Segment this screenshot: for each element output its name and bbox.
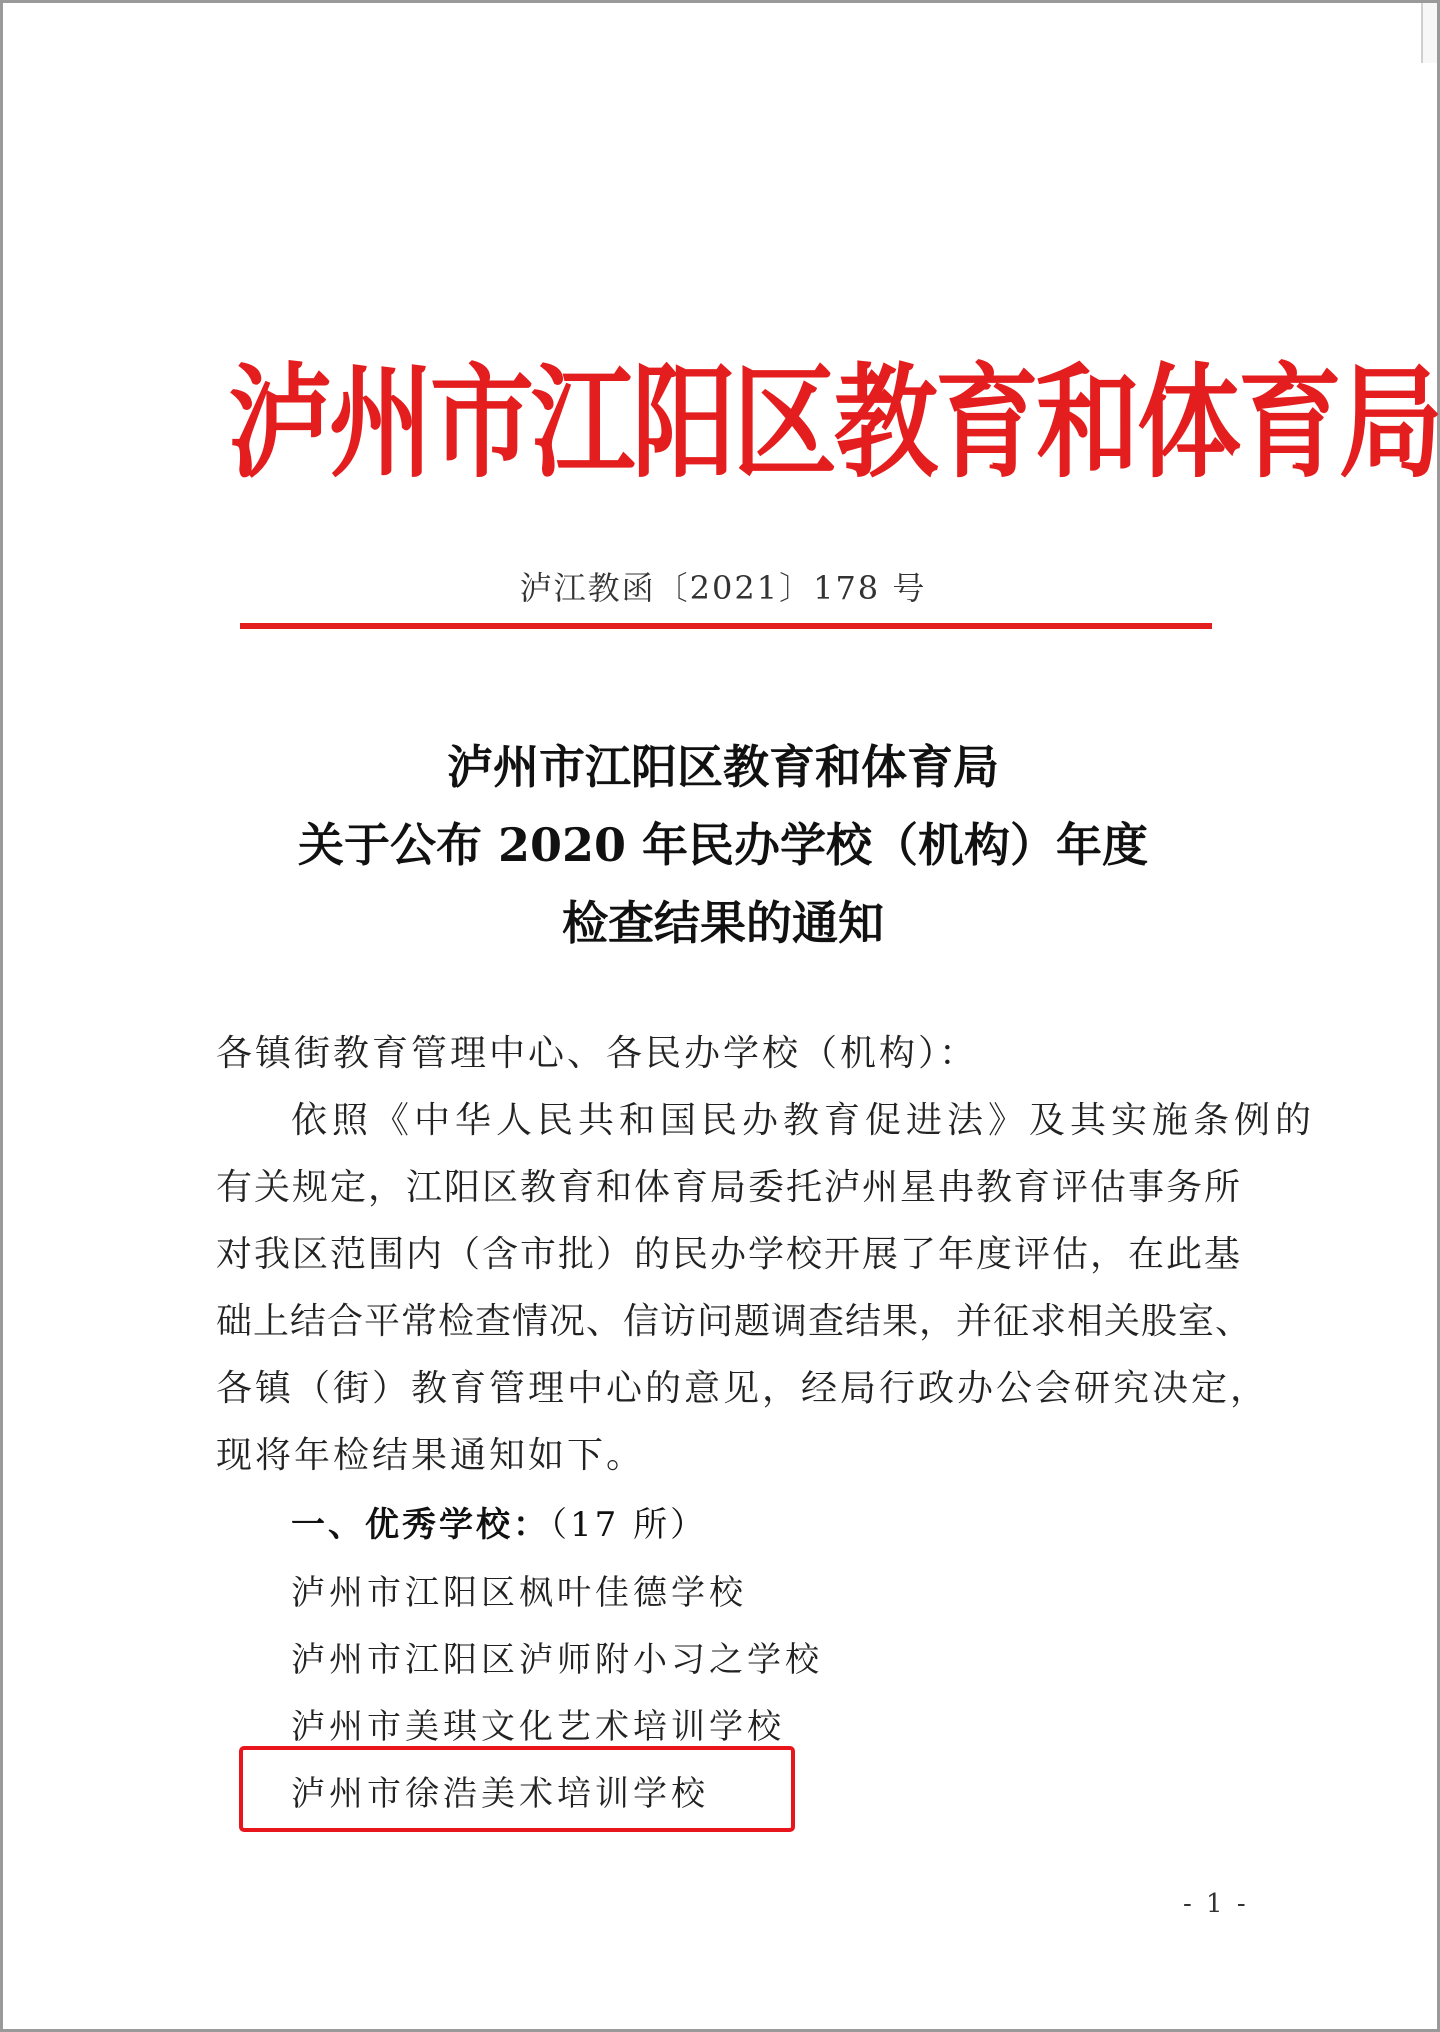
- list-item: 泸州市徐浩美术培训学校: [291, 1774, 709, 1814]
- section-heading-count: （17 所）: [550, 1505, 708, 1545]
- page-edge-decoration: [1421, 3, 1437, 63]
- list-item: 泸州市江阳区枫叶佳德学校: [291, 1573, 747, 1613]
- red-divider-line: [240, 623, 1212, 629]
- page-number: - 1 -: [1183, 1889, 1249, 1919]
- section-heading: [291, 1497, 707, 1546]
- list-item: 泸州市美琪文化艺术培训学校: [291, 1707, 785, 1747]
- salutation: 各镇街教育管理中心、各民办学校（机构）：: [216, 1033, 979, 1074]
- paragraph-line-6: 现将年检结果通知如下。: [216, 1435, 646, 1476]
- document-number: 泸江教函〔2021〕178 号: [519, 569, 927, 607]
- paragraph-line-1: 依照《中华人民共和国民办教育促进法》及其实施条例的: [291, 1100, 1317, 1141]
- notice-title-line-2: 关于公布 2020 年民办学校（机构）年度: [297, 818, 1149, 872]
- list-item: 泸州市江阳区泸师附小习之学校: [291, 1640, 823, 1680]
- notice-title-line-3: 检查结果的通知: [562, 896, 884, 950]
- notice-title-line-1: 泸州市江阳区教育和体育局: [447, 740, 999, 794]
- section-heading-label: 一、优秀学校：: [291, 1505, 550, 1545]
- masthead-title: 泸州市江阳区教育和体育局: [228, 349, 1440, 495]
- paragraph-line-5: 各镇（街）教育管理中心的意见，经局行政办公会研究决定，: [216, 1368, 1270, 1409]
- highlight-box: [239, 1746, 795, 1832]
- paragraph-line-2: 有关规定，江阳区教育和体育局委托泸州星冉教育评估事务所: [216, 1167, 1243, 1208]
- paragraph-line-3: 对我区范围内（含市批）的民办学校开展了年度评估，在此基: [216, 1234, 1243, 1275]
- paragraph-line-4: 础上结合平常检查情况、信访问题调查结果，并征求相关股室、: [216, 1301, 1253, 1342]
